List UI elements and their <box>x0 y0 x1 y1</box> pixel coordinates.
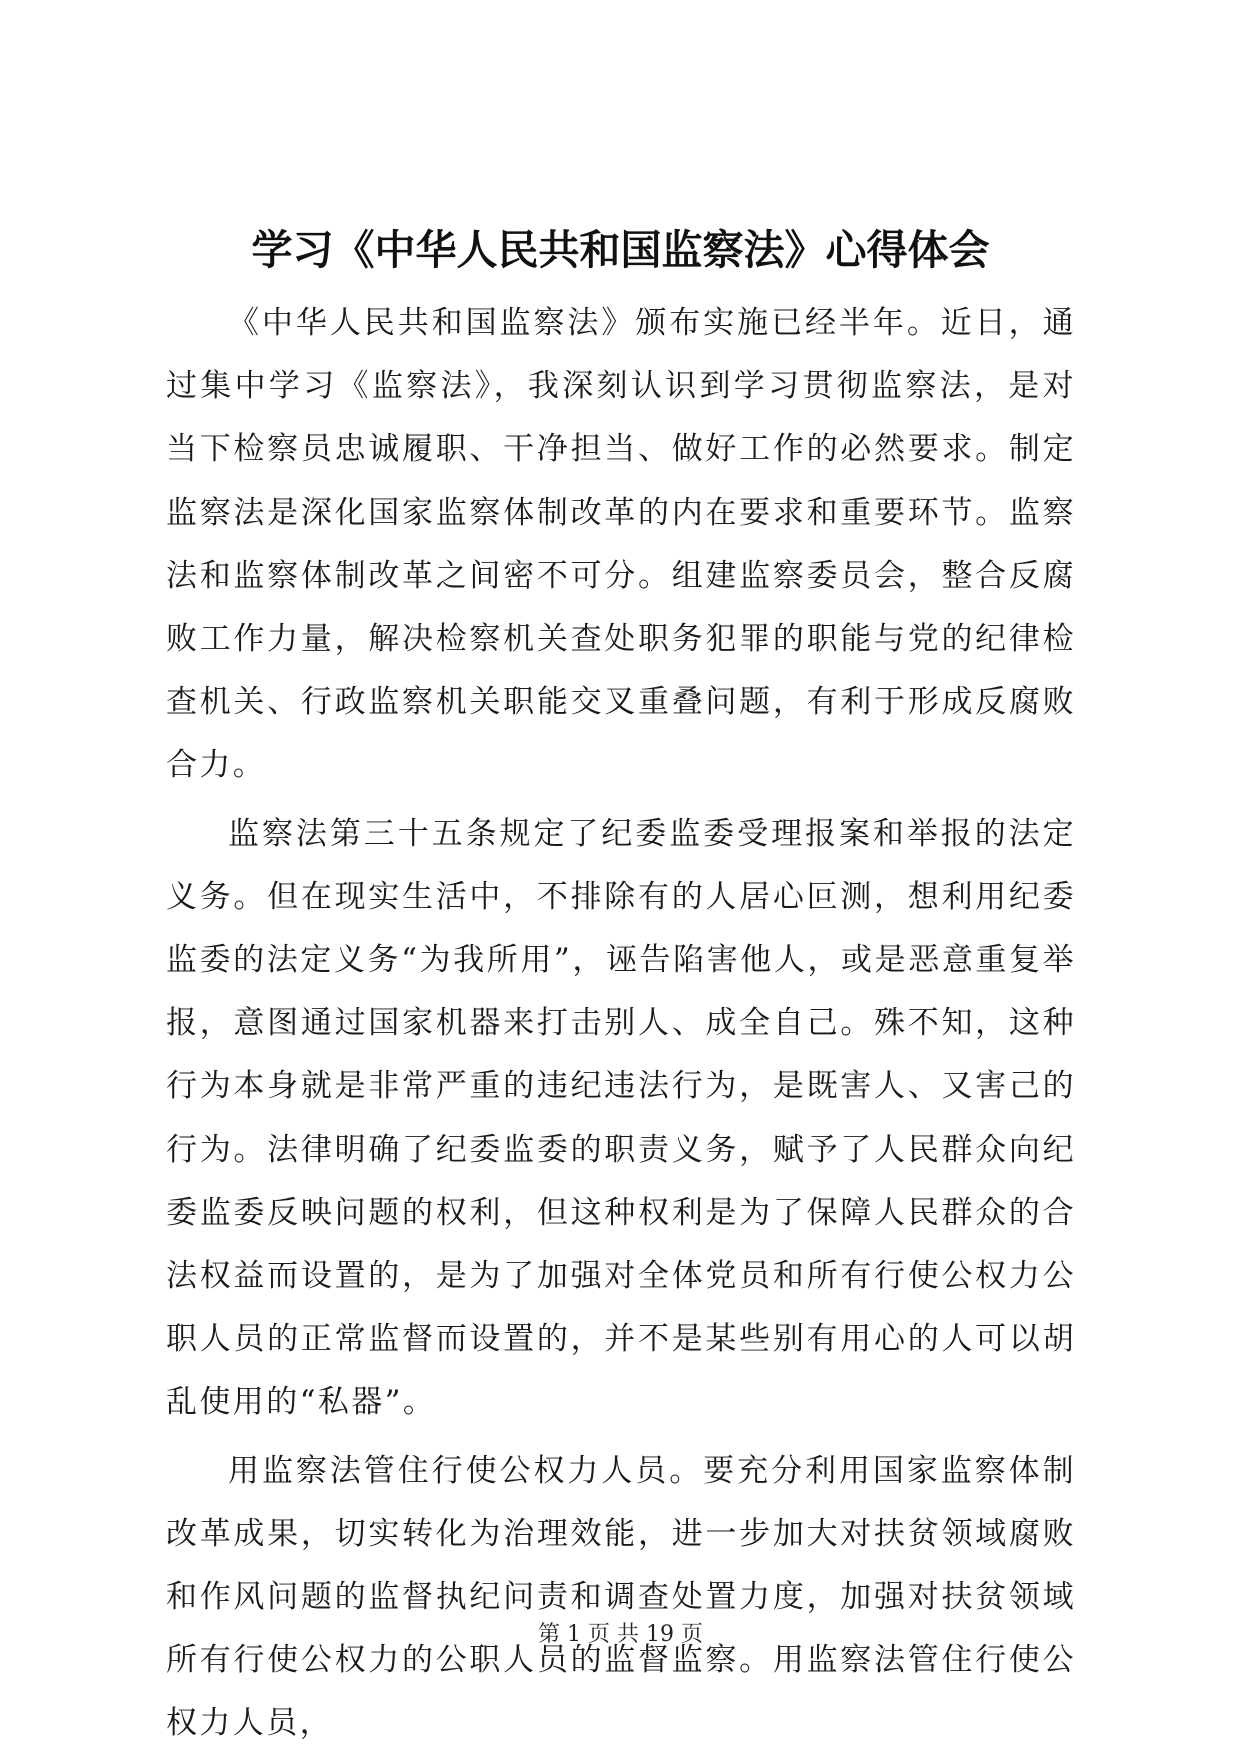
document-body <box>166 292 1076 1761</box>
paragraph-3: 用监察法管住行使公权力人员。要充分利用国家监察体制改革成果，切实转化为治理效能，进一步加大对扶贫领域腐败和作风问题的监督执纪问责和调查处置力度，加强对扶贫领域所有行使公权力的公职人员的监督监察。用监察法管住行使公权力人员， <box>166 1452 1076 1742</box>
paragraph-2: 监察法第三十五条规定了纪委监委受理报案和举报的法定义务。但在现实生活中，不排除有的人居心叵测，想利用纪委监委的法定义务“为我所用”，诬告陷害他人，或是恶意重复举报，意图通过国家机器来打击别人、成全自己。殊不知，这种行为本身就是非常严重的违纪违法行为，是既害人、又害己的行为。法律明确了纪委监委的职责义务，赋予了人民群众向纪委监委反映问题的权利，但这种权利是为了保障人民群众的合法权益而设置的，是为了加强对全体党员和所有行使公权力公职人员的正常监督而设置的，并不是某些别有用心的人可以胡乱使用的“私器”。 <box>166 815 1076 1421</box>
paragraph-1: 《中华人民共和国监察法》颁布实施已经半年。近日，通过集中学习《监察法》，我深刻认识到学习贯彻监察法，是对当下检察员忠诚履职、干净担当、做好工作的必然要求。制定监察法是深化国家监察体制改革的内在要求和重要环节。监察法和监察体制改革之间密不可分。组建监察委员会，整合反腐败工作力量，解决检察机关查处职务犯罪的职能与党的纪律检查机关、行政监察机关职能交叉重叠问题，有利于形成反腐败合力。 <box>166 305 1076 784</box>
page-footer: 第 1 页 共 19 页 <box>538 1622 703 1647</box>
document-title: 学习《中华人民共和国监察法》心得体会 <box>251 226 990 274</box>
